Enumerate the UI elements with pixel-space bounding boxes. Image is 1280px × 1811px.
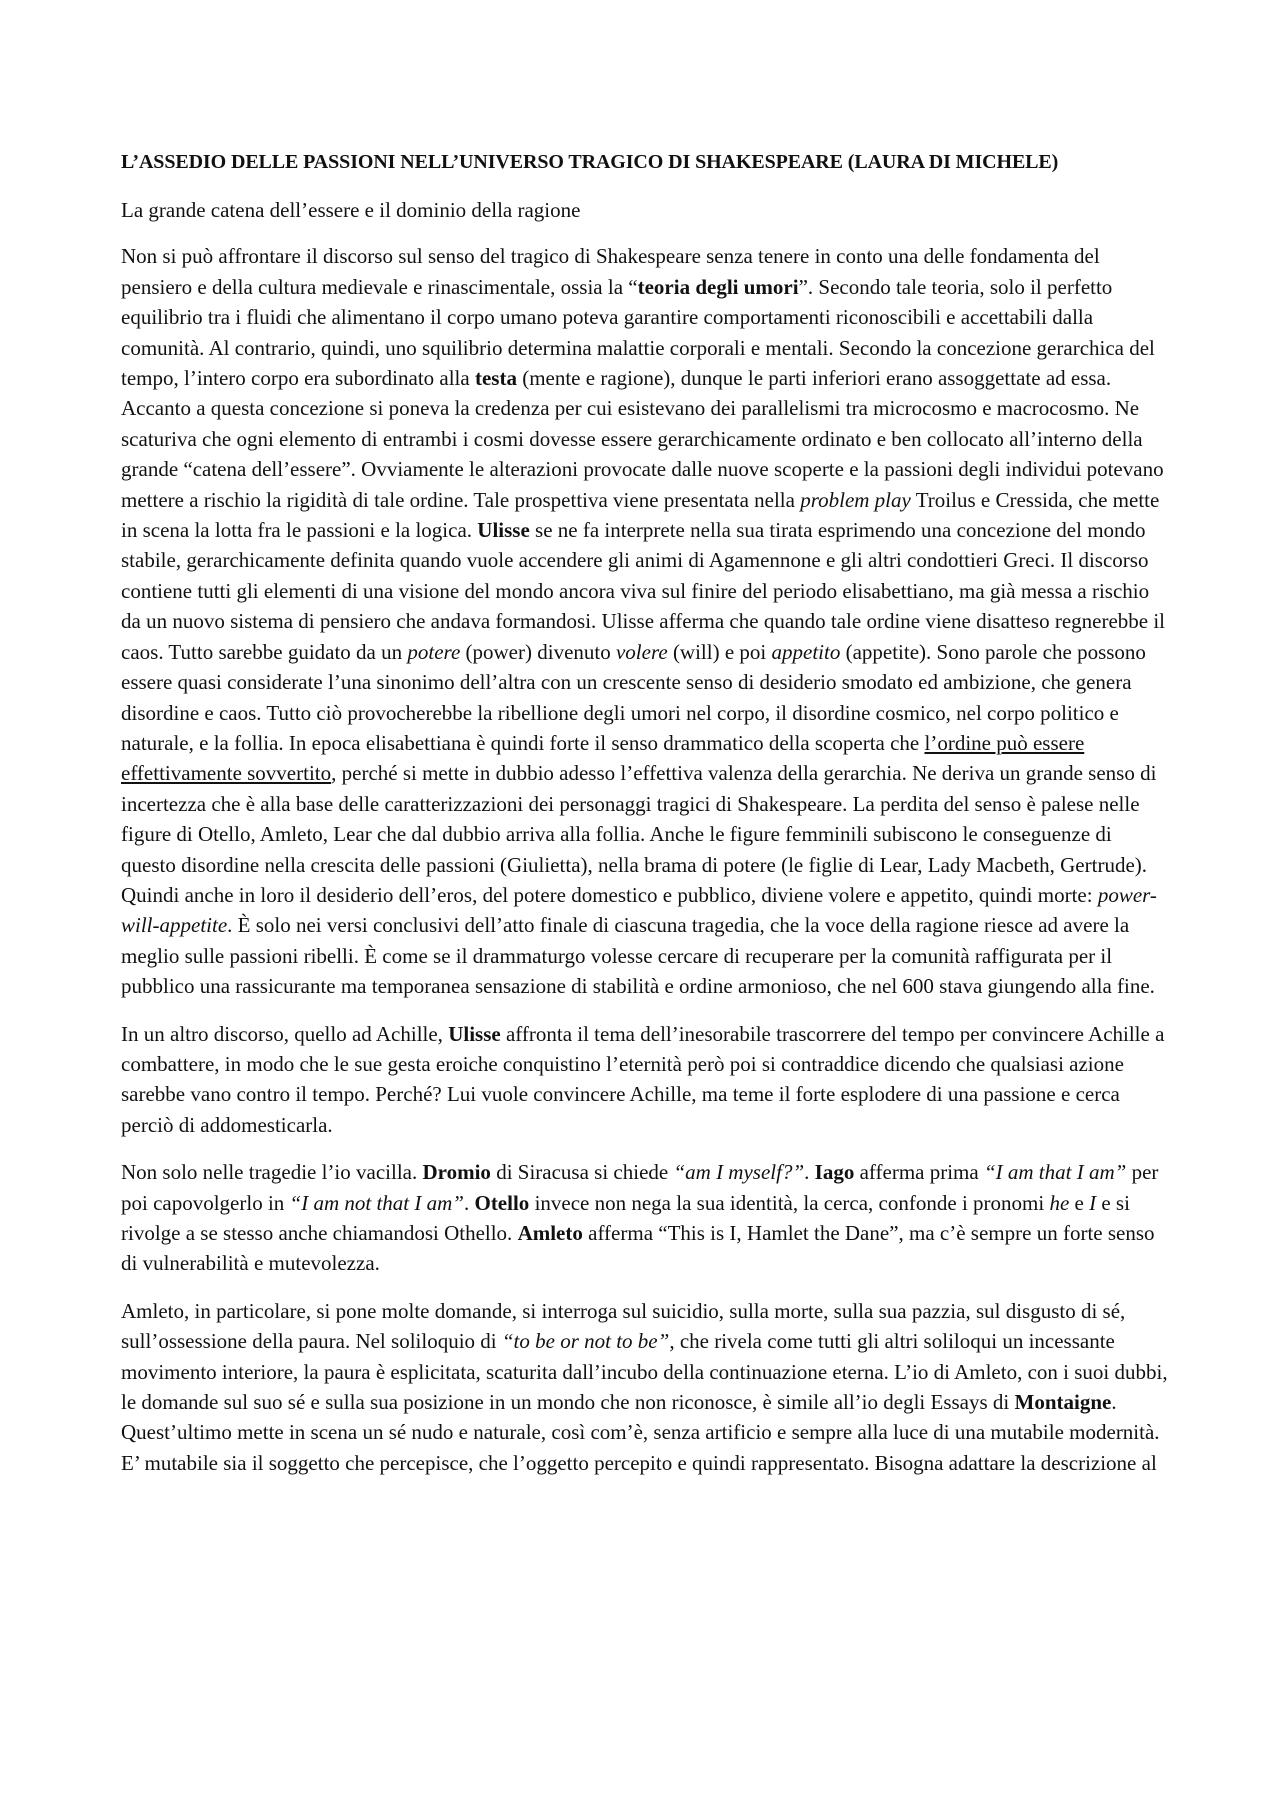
section-heading: La grande catena dell’essere e il dominio della ragione <box>121 198 581 222</box>
paragraph-humors-theory: Non si può affrontare il discorso sul senso del tragico di Shakespeare senza tenere in conto una delle fondamenta del pensiero e della cultura medievale e rinascimentale, ossia la “teoria degli umori”. Secondo tale teoria, solo il perfetto equilibrio tra i fluidi che alimentano il corpo umano poteva garantire comportamenti riconoscibili e accettabili dalla comunità. Al contrario, quindi, uno squilibrio determina malattie corporali e mentali. Secondo la concezione gerarchica del tempo, l’intero corpo era subordinato alla testa (mente e ragione), dunque le parti inferiori erano assoggettate ad essa. Accanto a questa concezione si poneva la credenza per cui esistevano dei parallelismi tra microcosmo e macrocosmo. Ne scaturiva che ogni elemento di entrambi i cosmi dovesse essere gerarchicamente ordinato e ben collocato all’interno della grande “catena dell’essere”. Ovviamente le alterazioni provocate dalle nuove scoperte e la passioni degli individui potevano mettere a rischio la rigidità di tale ordine. Tale prospettiva viene presentata nella problem play Troilus e Cressida, che mette in scena la lotta fra le passioni e la logica. Ulisse se ne fa interprete nella sua tirata esprimendo una concezione del mondo stabile, gerarchicamente definita quando vuole accendere gli animi di Agamennone e gli altri condottieri Greci. Il discorso contiene tutti gli elementi di una visione del mondo ancora viva sul finire del periodo elisabettiano, ma già messa a rischio da un nuovo sistema di pensiero che andava formandosi. Ulisse afferma che quando tale ordine viene disatteso regnerebbe il caos. Tutto sarebbe guidato da un potere (power) divenuto volere (will) e poi appetito (appetite). Sono parole che possono essere quasi considerate l’una sinonimo dell’altra con un crescente senso di desiderio smodato ed ambizione, che genera disordine e caos. Tutto ciò provocherebbe la ribellione degli umori nel corpo, il disordine cosmico, nel corpo politico e naturale, e la follia. In epoca elisabettiana è quindi forte il senso drammatico della scoperta che l’ordine può essere effettivamente sovvertito, perché si mette in dubbio adesso l’effettiva valenza della gerarchia. Ne deriva un grande senso di incertezza che è alla base delle caratterizzazioni dei personaggi tragici di Shakespeare. La perdita del senso è palese nelle figure di Otello, Amleto, Lear che dal dubbio arriva alla follia. Anche le figure femminili subiscono le conseguenze di questo disordine nella crescita delle passioni (Giulietta), nella brama di potere (le figlie di Lear, Lady Macbeth, Gertrude). Quindi anche in loro il desiderio dell’eros, del potere domestico e pubblico, diviene volere e appetito, quindi morte: power-will-appetite. È solo nei versi conclusivi dell’atto finale di ciascuna tragedia, che la voce della ragione riesce ad avere la meglio sulle passioni ribelli. È come se il drammaturgo volesse cercare di recuperare per la comunità raffigurata per il pubblico una rassicurante ma temporanea sensazione di stabilità e ordine armonioso, che nel 600 stava giungendo alla fine. <box>121 244 1166 999</box>
paragraph-identity: Non solo nelle tragedie l’io vacilla. Dromio di Siracusa si chiede “am I myself?”. Iago afferma prima “I am that I am” per poi capovolgerlo in “I am not that I am”. Otello invece non nega la sua identità, la cerca, confonde i pronomi he e I e si rivolge a se stesso anche chiamandosi Othello. Amleto afferma “This is I, Hamlet the Dane”, ma c’è sempre un forte senso di vulnerabilità e mutevolezza. <box>121 1160 1159 1276</box>
underlined-phrase: l’ordine può essere effettivamente sovvertito <box>121 730 1085 786</box>
paragraph-hamlet: Amleto, in particolare, si pone molte domande, si interroga sul suicidio, sulla morte, sulla sua pazzia, sul disgusto di sé, sull’ossessione della paura. Nel soliloquio di “to be or not to be”, che rivela come tutti gli altri soliloqui un incessante movimento interiore, la paura è esplicitata, scaturita dall’incubo della continuazione eterna. L’io di Amleto, con i suoi dubbi, le domande sul suo sé e sulla sua posizione in un mondo che non riconosce, è simile all’io degli Essays di Montaigne. Quest’ultimo mette in scena un sé nudo e naturale, così com’è, senza artificio e sempre alla luce di una mutabile modernità. E’ mutabile sia il soggetto che percepisce, che l’oggetto percepito e quindi rappresentato. Bisogna adattare la descrizione al <box>121 1298 1168 1475</box>
document-page <box>121 147 1171 1495</box>
paragraph-achilles: In un altro discorso, quello ad Achille, Ulisse affronta il tema dell’inesorabile trascorrere del tempo per convincere Achille a combattere, in modo che le sue gesta eroiche conquistino l’eternità però poi si contraddice dicendo che qualsiasi azione sarebbe vano contro il tempo. Perché? Lui vuole convincere Achille, ma teme il forte esplodere di una passione e cerca perciò di addomesticarla. <box>121 1021 1165 1137</box>
document-title: L’ASSEDIO DELLE PASSIONI NELL’UNIVERSO TRAGICO DI SHAKESPEARE (LAURA DI MICHELE) <box>121 151 1059 173</box>
